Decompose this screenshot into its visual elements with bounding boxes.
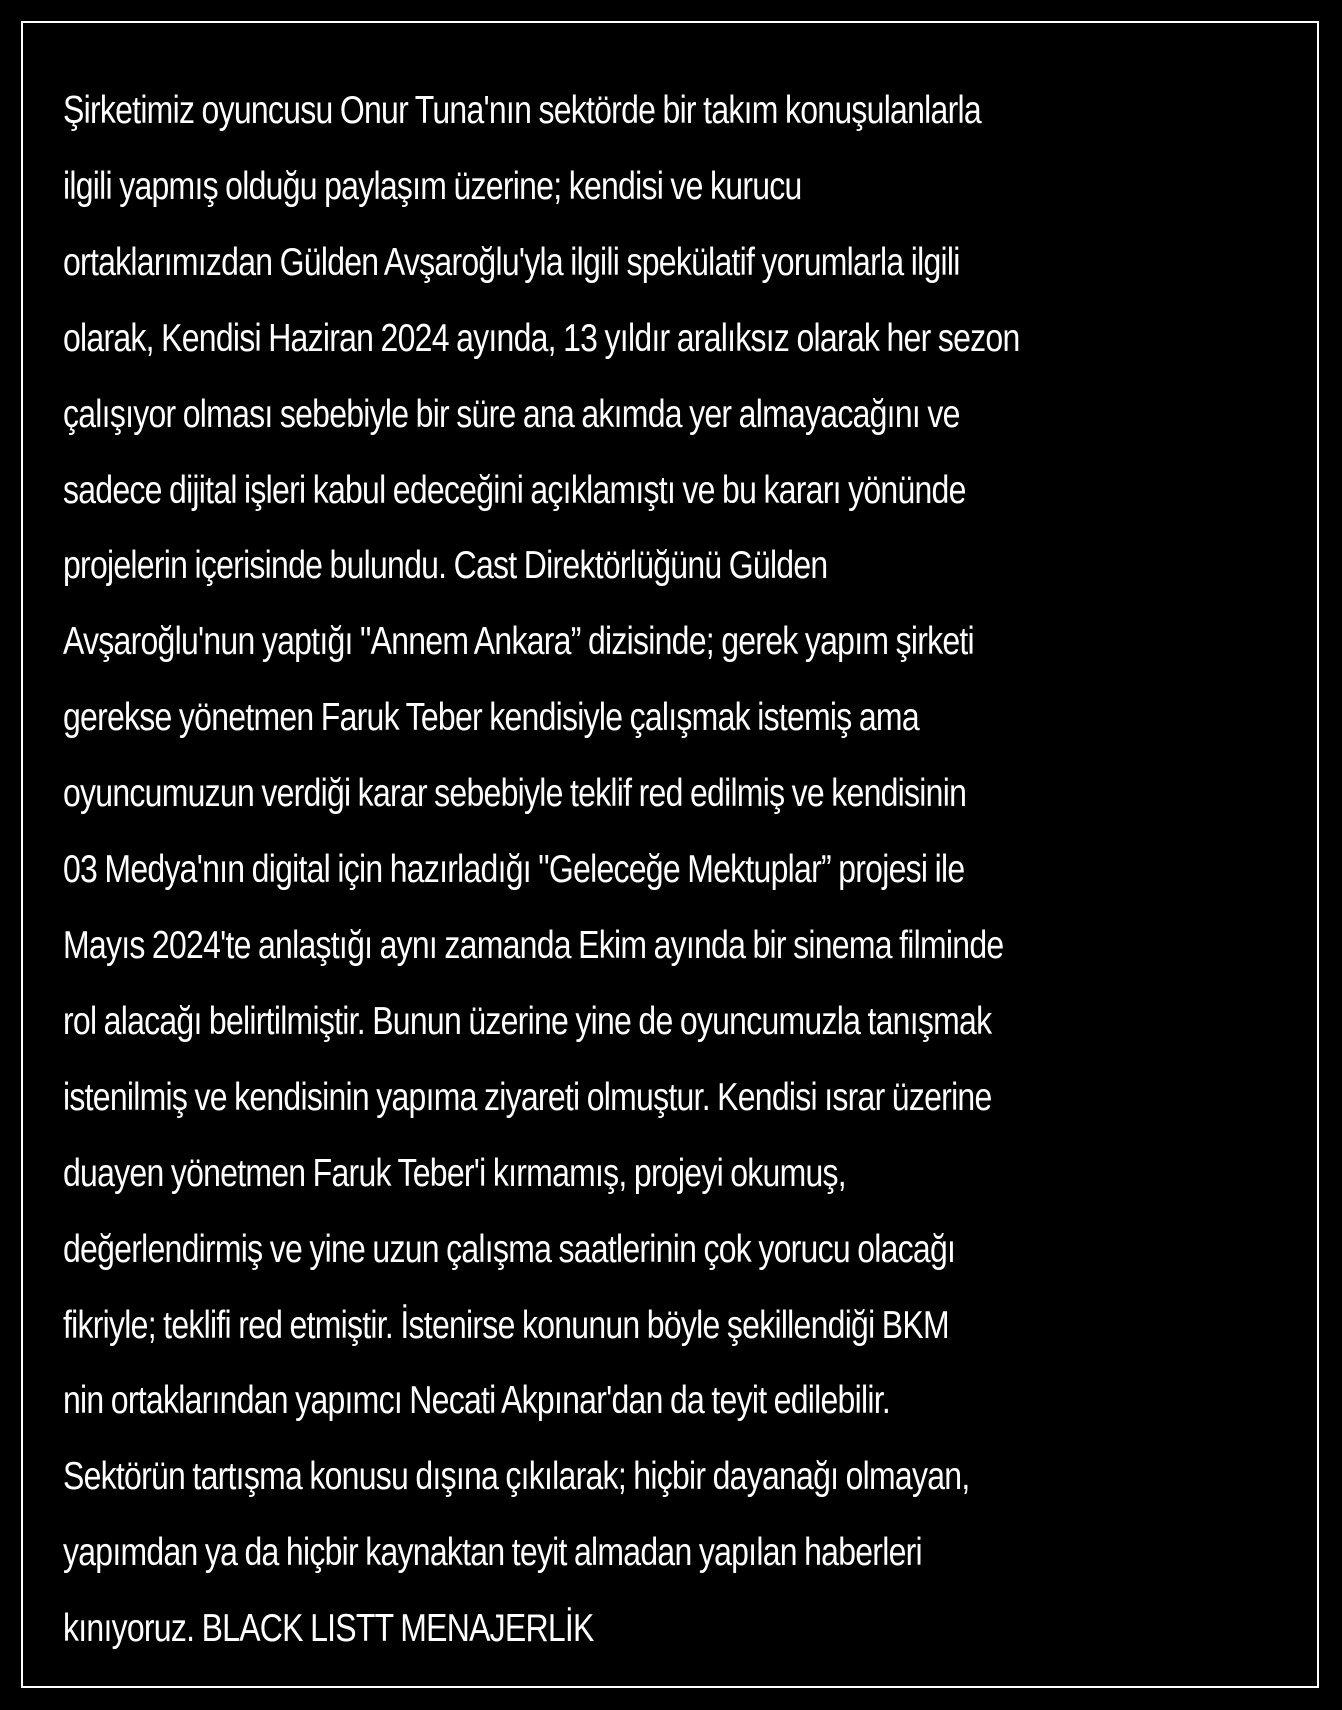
statement-line: fikriyle; teklifi red etmiştir. İstenirse konunun böyle şekillendiği BKM: [63, 1303, 949, 1347]
statement-line: sadece dijital işleri kabul edeceğini açıklamıştı ve bu kararı yönünde: [63, 468, 966, 512]
statement-frame: [21, 21, 1319, 1688]
statement-line: gerekse yönetmen Faruk Teber kendisiyle çalışmak istemiş ama: [63, 696, 919, 740]
statement-line: duayen yönetmen Faruk Teber'i kırmamış, projeyi okumuş,: [63, 1151, 846, 1195]
statement-line: nin ortaklarından yapımcı Necati Akpınar'dan da teyit edilebilir.: [63, 1379, 891, 1423]
statement-line: projelerin içerisinde bulundu. Cast Direktörlüğünü Gülden: [63, 544, 828, 588]
statement-line: Avşaroğlu'nun yaptığı "Annem Ankara” dizisinde; gerek yapım şirketi: [63, 620, 974, 664]
statement-line: değerlendirmiş ve yine uzun çalışma saatlerinin çok yorucu olacağı: [63, 1227, 956, 1271]
statement-line: yapımdan ya da hiçbir kaynaktan teyit almadan yapılan haberleri: [63, 1531, 922, 1575]
statement-line: Mayıs 2024'te anlaştığı aynı zamanda Ekim ayında bir sinema filminde: [63, 923, 1004, 967]
statement-line: istenilmiş ve kendisinin yapıma ziyareti olmuştur. Kendisi ısrar üzerine: [63, 1075, 992, 1119]
statement-line: ortaklarımızdan Gülden Avşaroğlu'yla ilgili spekülatif yorumlarla ilgili: [63, 240, 960, 284]
statement-line: Sektörün tartışma konusu dışına çıkılarak; hiçbir dayanağı olmayan,: [63, 1455, 970, 1499]
statement-line: olarak, Kendisi Haziran 2024 ayında, 13 yıldır aralıksız olarak her sezon: [63, 316, 1020, 360]
press-statement-text: [63, 73, 1303, 1667]
statement-line: oyuncumuzun verdiği karar sebebiyle teklif red edilmiş ve kendisinin: [63, 772, 967, 816]
statement-line: Şirketimiz oyuncusu Onur Tuna'nın sektörde bir takım konuşulanlarla: [63, 89, 981, 132]
statement-line: ilgili yapmış olduğu paylaşım üzerine; kendisi ve kurucu: [63, 164, 802, 208]
statement-line: 03 Medya'nın digital için hazırladığı "Geleceğe Mektuplar” projesi ile: [63, 848, 965, 892]
statement-line: kınıyoruz. BLACK LISTT MENAJERLİK: [63, 1607, 594, 1651]
statement-line: çalışıyor olması sebebiyle bir süre ana akımda yer almayacağını ve: [63, 392, 960, 436]
statement-line: rol alacağı belirtilmiştir. Bunun üzerine yine de oyuncumuzla tanışmak: [63, 999, 992, 1043]
